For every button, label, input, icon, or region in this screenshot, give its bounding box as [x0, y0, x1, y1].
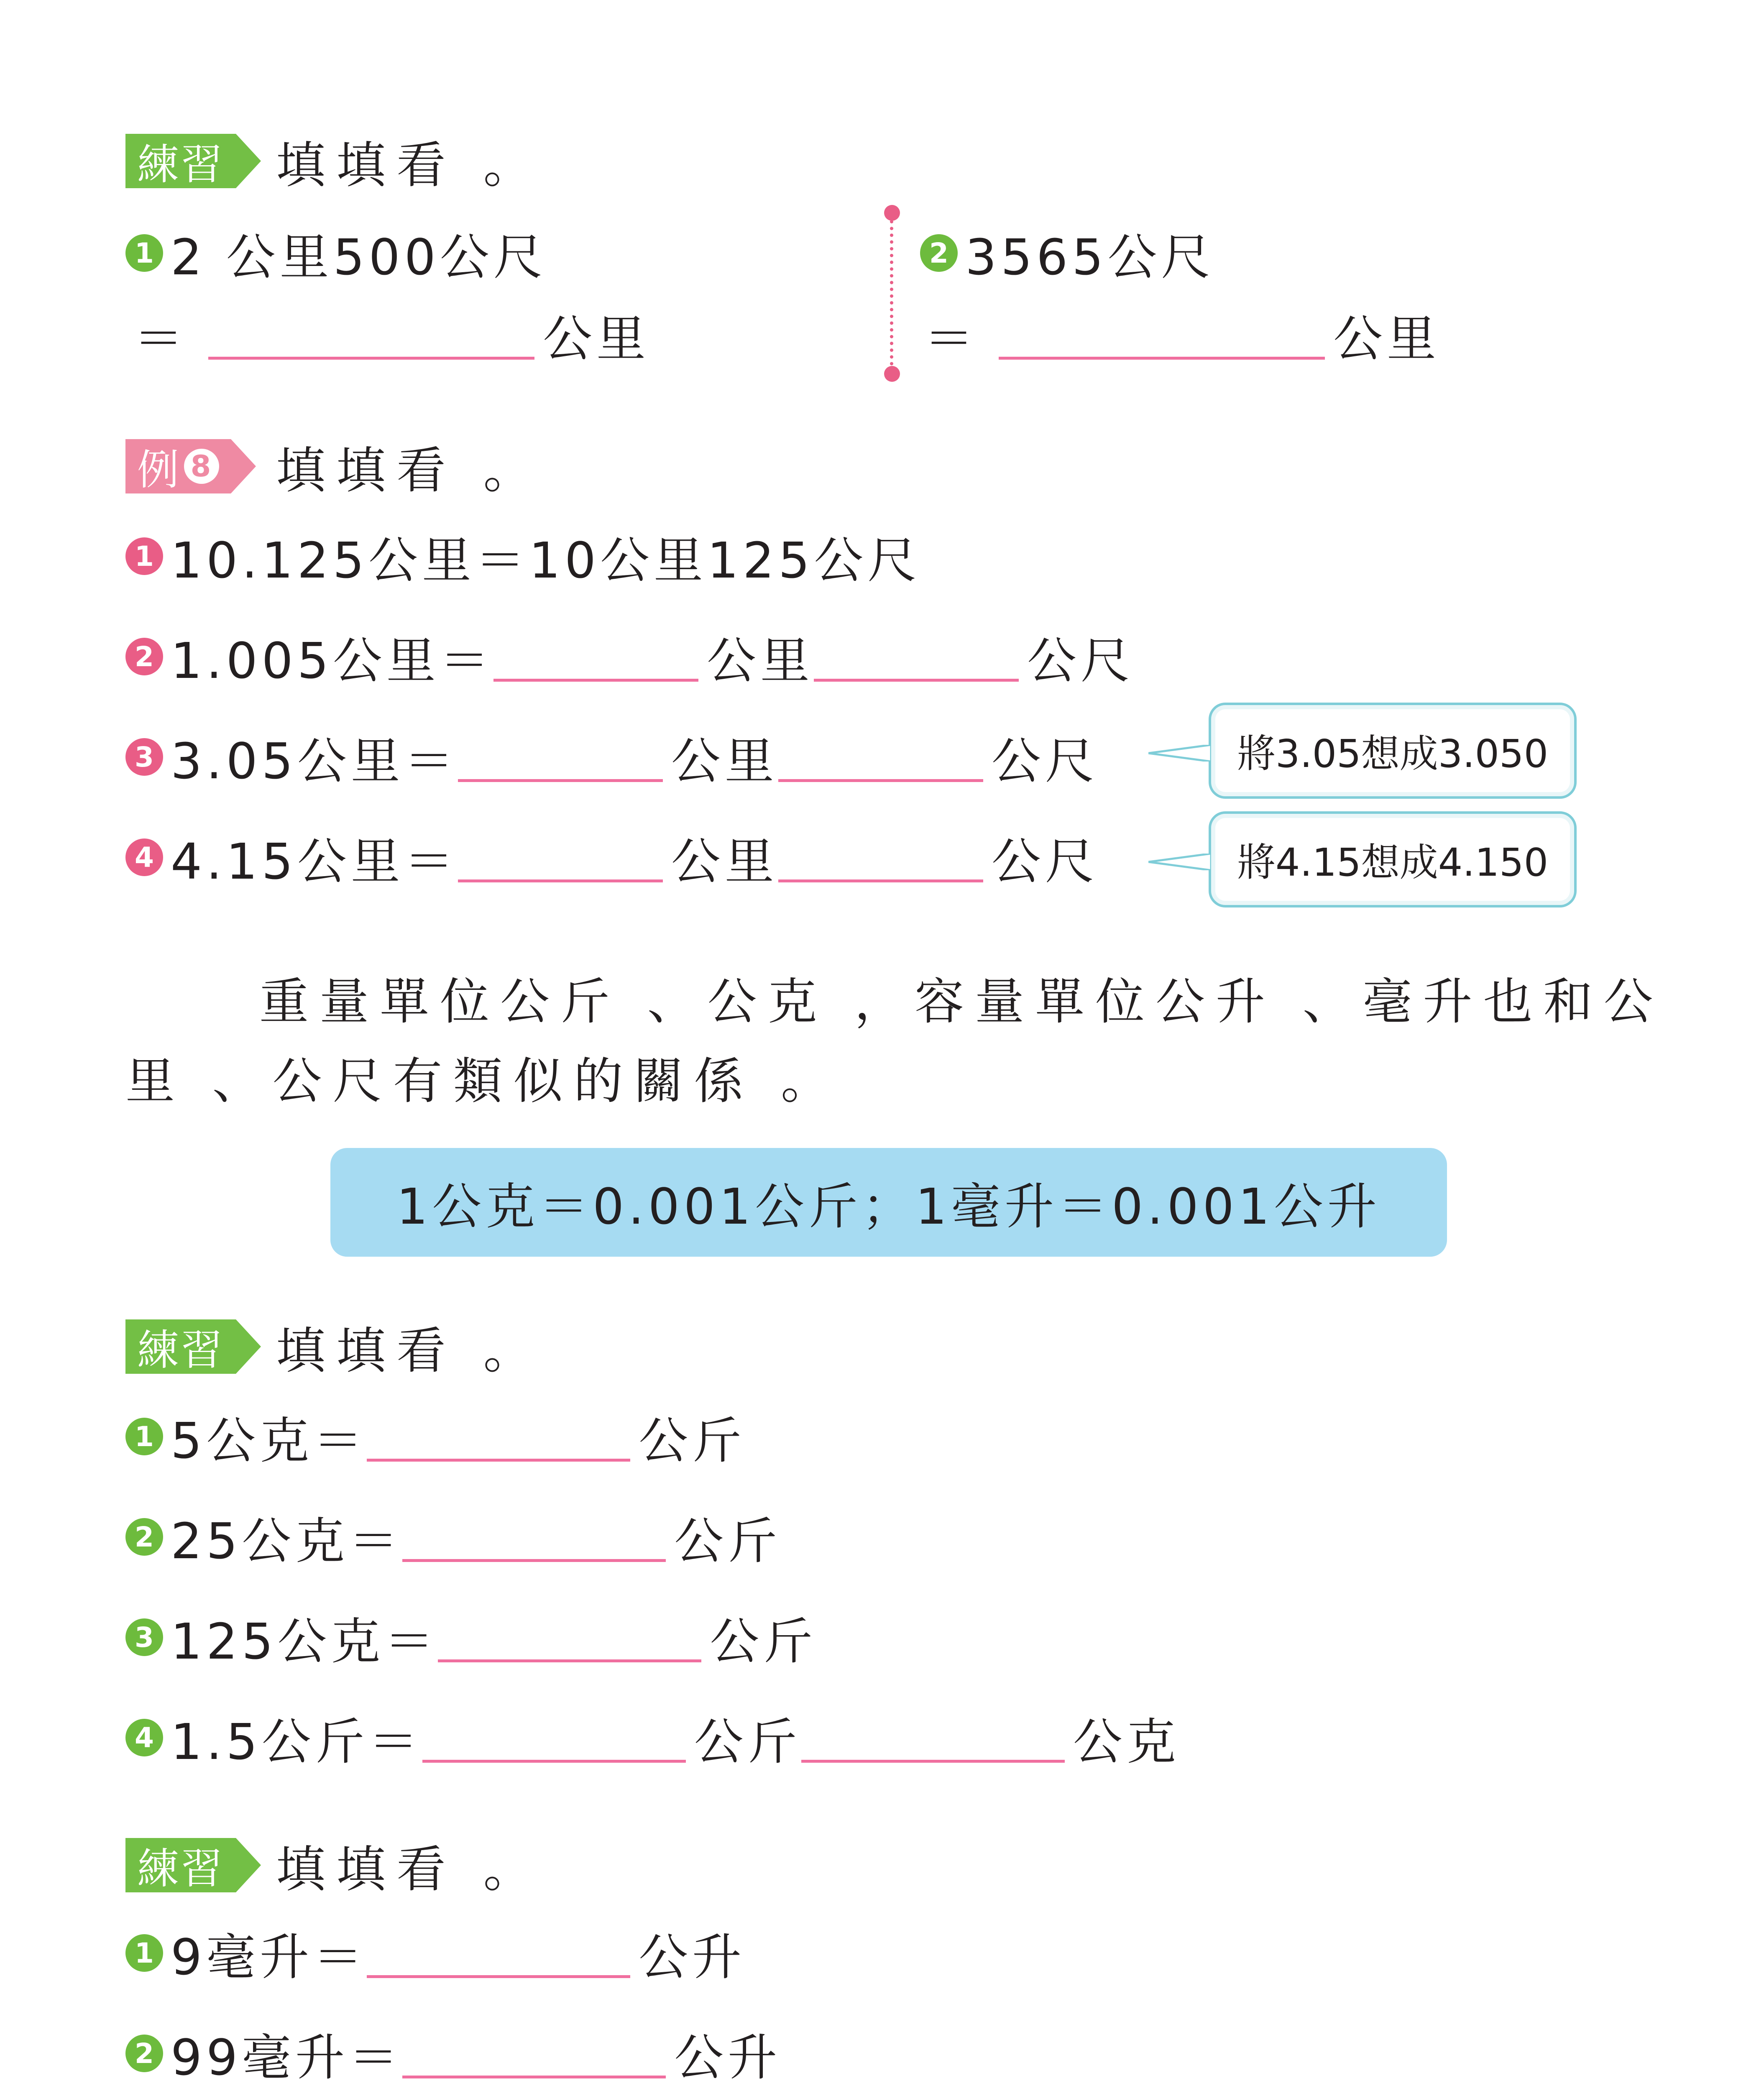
answer-row: [134, 309, 650, 368]
answer-blank[interactable]: [778, 832, 983, 882]
answer-row: [924, 309, 1441, 368]
example-number: 8: [184, 449, 219, 484]
practice-label: 練習: [125, 134, 236, 188]
question-text: 1.005公里＝: [171, 632, 493, 690]
example-label-text: 例: [137, 445, 181, 494]
question-text: 9毫升＝: [171, 1928, 367, 1986]
question-row: [125, 2028, 782, 2086]
answer-blank[interactable]: [367, 1411, 630, 1462]
answer-blank[interactable]: [999, 309, 1325, 360]
tag-arrow: [236, 1838, 261, 1892]
question-number: 2: [920, 234, 958, 272]
answer-blank[interactable]: [438, 1612, 701, 1662]
answer-blank[interactable]: [422, 1713, 686, 1763]
question-row: [920, 228, 1215, 286]
practice-tag: [125, 1838, 261, 1892]
question-number: 1: [125, 537, 163, 575]
unit-label: 公升: [639, 1928, 746, 1986]
unit-label: 公斤: [639, 1412, 746, 1470]
practice-label: 練習: [125, 1838, 236, 1892]
unit-label: 公里: [1333, 310, 1441, 368]
question-number: 1: [125, 1934, 163, 1972]
answer-blank[interactable]: [801, 1713, 1065, 1763]
practice-tag: [125, 134, 261, 188]
example-row: [125, 832, 1099, 890]
answer-blank[interactable]: [458, 832, 663, 882]
unit-label: 公里: [543, 310, 650, 368]
unit-label: 公里: [706, 632, 814, 690]
question-number: 2: [125, 638, 163, 675]
formula-text: 1公克＝0.001公斤；1毫升＝0.001公升: [396, 1178, 1381, 1235]
answer-blank[interactable]: [778, 732, 983, 782]
question-text: 3565公尺: [965, 228, 1215, 286]
section-title: 填填看 。: [276, 1840, 544, 1898]
question-row: [125, 228, 547, 286]
formula-box: [330, 1148, 1447, 1257]
example-text: 10.125公里＝10公里125公尺: [171, 532, 921, 589]
question-number: 2: [125, 1518, 163, 1556]
practice-label: 練習: [125, 1319, 236, 1374]
unit-label: 公尺: [1027, 632, 1134, 690]
question-text: 5公克＝: [171, 1412, 367, 1470]
unit-label: 公克: [1073, 1713, 1180, 1771]
section-title: 填填看 。: [276, 136, 544, 194]
column-divider: [890, 213, 893, 372]
question-text: 3.05公里＝: [171, 732, 458, 790]
hint-text: 將4.15想成4.150: [1237, 840, 1549, 885]
question-row: [125, 1713, 1180, 1771]
paragraph-line: 里 、公尺有類似的關係 。: [125, 1052, 841, 1110]
paragraph-line: 重量單位公斤 、公克 ，容量單位公升 、毫升也和公: [259, 973, 1664, 1030]
question-row: [125, 1512, 782, 1570]
answer-blank[interactable]: [367, 1928, 630, 1978]
question-number: 3: [125, 738, 163, 776]
question-number: 1: [125, 234, 163, 272]
example-tag: [125, 439, 256, 493]
section-title: 填填看 。: [276, 1322, 544, 1380]
question-number: 4: [125, 1719, 163, 1756]
example-row: [125, 531, 921, 589]
question-number: 2: [125, 2035, 163, 2072]
answer-blank[interactable]: [814, 631, 1019, 682]
unit-label: 公斤: [694, 1713, 801, 1771]
question-number: 1: [125, 1418, 163, 1455]
answer-blank[interactable]: [402, 2028, 666, 2078]
question-row: [125, 1612, 817, 1670]
unit-label: 公里: [671, 732, 778, 790]
example-row: [125, 732, 1099, 790]
answer-blank[interactable]: [458, 732, 663, 782]
unit-label: 公里: [671, 833, 778, 890]
tag-arrow: [231, 439, 256, 493]
question-text: 4.15公里＝: [171, 833, 458, 890]
section-title: 填填看 。: [276, 442, 544, 499]
equals-sign: ＝: [924, 310, 978, 368]
explanation-paragraph: [125, 962, 1673, 1121]
hint-text: 將3.05想成3.050: [1237, 731, 1549, 776]
question-text: 125公克＝: [171, 1613, 438, 1670]
question-text: 99毫升＝: [171, 2029, 403, 2086]
question-text: 25公克＝: [171, 1512, 403, 1570]
answer-blank[interactable]: [208, 309, 534, 360]
tag-arrow: [236, 1319, 261, 1374]
practice-tag: [125, 1319, 261, 1374]
hint-bubble: [1209, 703, 1577, 799]
unit-label: 公斤: [710, 1613, 817, 1670]
answer-blank[interactable]: [402, 1512, 666, 1562]
divider-dot-bottom: [884, 366, 900, 382]
question-text: 2 公里500公尺: [171, 228, 547, 286]
bubble-tail: [1148, 745, 1211, 762]
unit-label: 公尺: [991, 732, 1099, 790]
question-row: [125, 1928, 746, 1986]
example-row: [125, 631, 1134, 690]
question-row: [125, 1411, 746, 1470]
hint-bubble: [1209, 811, 1577, 907]
question-number: 4: [125, 838, 163, 876]
equals-sign: ＝: [134, 310, 188, 368]
unit-label: 公尺: [991, 833, 1099, 890]
tag-arrow: [236, 134, 261, 188]
bubble-tail: [1148, 854, 1211, 870]
example-label: [125, 439, 231, 493]
answer-blank[interactable]: [493, 631, 698, 682]
unit-label: 公升: [674, 2029, 782, 2086]
question-text: 1.5公斤＝: [171, 1713, 422, 1771]
divider-dot-top: [884, 205, 900, 221]
unit-label: 公斤: [674, 1512, 782, 1570]
question-number: 3: [125, 1618, 163, 1656]
